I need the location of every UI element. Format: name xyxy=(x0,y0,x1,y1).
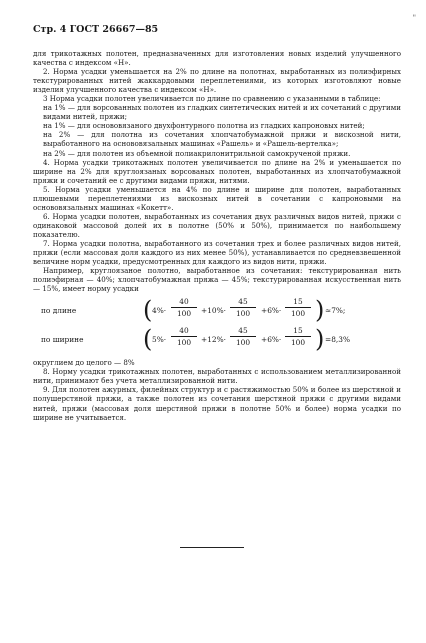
end-rule xyxy=(180,547,244,548)
paren-right: ) xyxy=(315,296,325,325)
fraction xyxy=(230,326,256,347)
paragraph: на 1% — для основовязаного двухфонтурного полотна из гладких капроновых нитей; xyxy=(43,121,365,131)
paragraph: 4. Норма усадки трикотажных полотен увеличивается по длине на 2% и уменьшается по ширине на 2% для круглоязаных ворсованых полотен, выработанных из хлопчатобумажной пряжи и сочетаний ее с другими видами пряжи, нитями. xyxy=(33,157,401,185)
formula-result: ≈7%; xyxy=(325,306,346,316)
denominator: 100 xyxy=(235,338,251,348)
term-3: +6%· xyxy=(261,306,282,316)
paragraph: 9. Для полотен ажурных, филейных структур и с растяжимостью 50% и более из шерстяной и полушерстяной пряжи, а также полотен из сочетания шерстяной пряжи с другими видами нитей, пряжи (массовая доля шерстяной пряжи в полотне 50% и более) норма усадки по ширине не учитывается. xyxy=(33,385,401,422)
paragraph-list xyxy=(33,49,401,293)
paragraph: на 1% — для ворсованных полотен из гладких синтетических нитей и их сочетаний с другими видами нитей, пряжи; xyxy=(43,103,401,122)
denominator: 100 xyxy=(176,309,192,319)
formula-row-width xyxy=(33,326,401,354)
numerator: 15 xyxy=(285,326,311,337)
paren-left: ( xyxy=(143,296,153,325)
fraction xyxy=(171,297,197,318)
paren-right: ) xyxy=(315,325,325,354)
paragraph: 8. Норму усадки трикотажных полотен, выработанных с использованием металлизированной нити, принимают без учета металлизированной нити. xyxy=(33,367,401,386)
term-2: +10%· xyxy=(201,306,226,316)
paragraph: 6. Норма усадки полотен, выработанных из сочетания двух различных видов нитей, пряжи с одинаковой массовой долей их в полотне (50% и 50%), принимается по наибольшему показателю. xyxy=(33,211,401,239)
denominator: 100 xyxy=(290,309,306,319)
term-1: 5%· xyxy=(152,335,167,345)
paragraph: округлием до целого — 8% xyxy=(33,358,135,368)
page-header: Стр. 4 ГОСТ 26667—85 xyxy=(33,24,159,35)
formula-result: =8,3% xyxy=(325,335,350,345)
term-2: +12%· xyxy=(201,335,226,345)
paragraph: Например, круглоязаное полотно, выработанное из сочетания: текстурированная нить полиэфирная — 40%; хлопчатобумажная пряжа — 45%; текстурированная искусственная нить — 15%, имеет норму усадки xyxy=(33,266,401,294)
numerator: 40 xyxy=(171,297,197,308)
formula-label: по ширине xyxy=(41,335,84,345)
paragraph: для трикотажных полотен, предназначенных для изготовления новых изделий улучшенного качества с индексом «Н». xyxy=(33,49,401,68)
formula-row-length xyxy=(33,297,401,325)
denominator: 100 xyxy=(176,338,192,348)
denominator: 100 xyxy=(290,338,306,348)
document-body xyxy=(33,49,401,422)
term-3: +6%· xyxy=(261,335,282,345)
term-1: 4%· xyxy=(152,306,167,316)
formula-block xyxy=(33,295,401,355)
numerator: 45 xyxy=(230,297,256,308)
numerator: 45 xyxy=(230,326,256,337)
paragraph: 3 Норма усадки полотен увеличивается по длине по сравнению с указанными в таблице: xyxy=(43,94,381,104)
paren-left: ( xyxy=(143,325,153,354)
paragraph: 2. Норма усадки уменьшается на 2% по длине на полотнах, выработанных из полиэфирных текстурированных нитей жаккардовыми переплетениями, из которых изготовляют новые изделия улучшенного качества с индексом «Н». xyxy=(33,67,401,95)
fraction xyxy=(285,326,311,347)
fraction xyxy=(171,326,197,347)
paragraph: на 2% — для полотна из сочетания хлопчатобумажной пряжи и вискозной нити, выработанного на основовязальных машинах «Рашель» и «Рашель-вертелка»; xyxy=(43,130,401,149)
numerator: 40 xyxy=(171,326,197,337)
paragraph-list-after-formula xyxy=(33,358,401,421)
fraction xyxy=(285,297,311,318)
denominator: 100 xyxy=(235,309,251,319)
paragraph: 5. Норма усадки уменьшается на 4% по длине и ширине для полотен, выработанных плюшевыми переплетениями из вискозных нитей в сочетании с капроновыми на основовязальных машинах «Кокетт». xyxy=(33,184,401,212)
paragraph: на 2% — для полотен из объемной полиакрилонитрильной самокрученой пряжи. xyxy=(43,148,351,158)
corner-mark: " xyxy=(412,14,416,22)
fraction xyxy=(230,297,256,318)
formula-label: по длине xyxy=(41,306,77,316)
paragraph: 7. Норма усадки полотна, выработанного из сочетания трех и более различных видов нитей, пряжи (если массовая доля каждого из них менее 50%), устанавливается по средневзвешенной величине норм усадки, предусмотренных для каждого из видов нити, пряжи. xyxy=(33,238,401,267)
numerator: 15 xyxy=(285,297,311,308)
